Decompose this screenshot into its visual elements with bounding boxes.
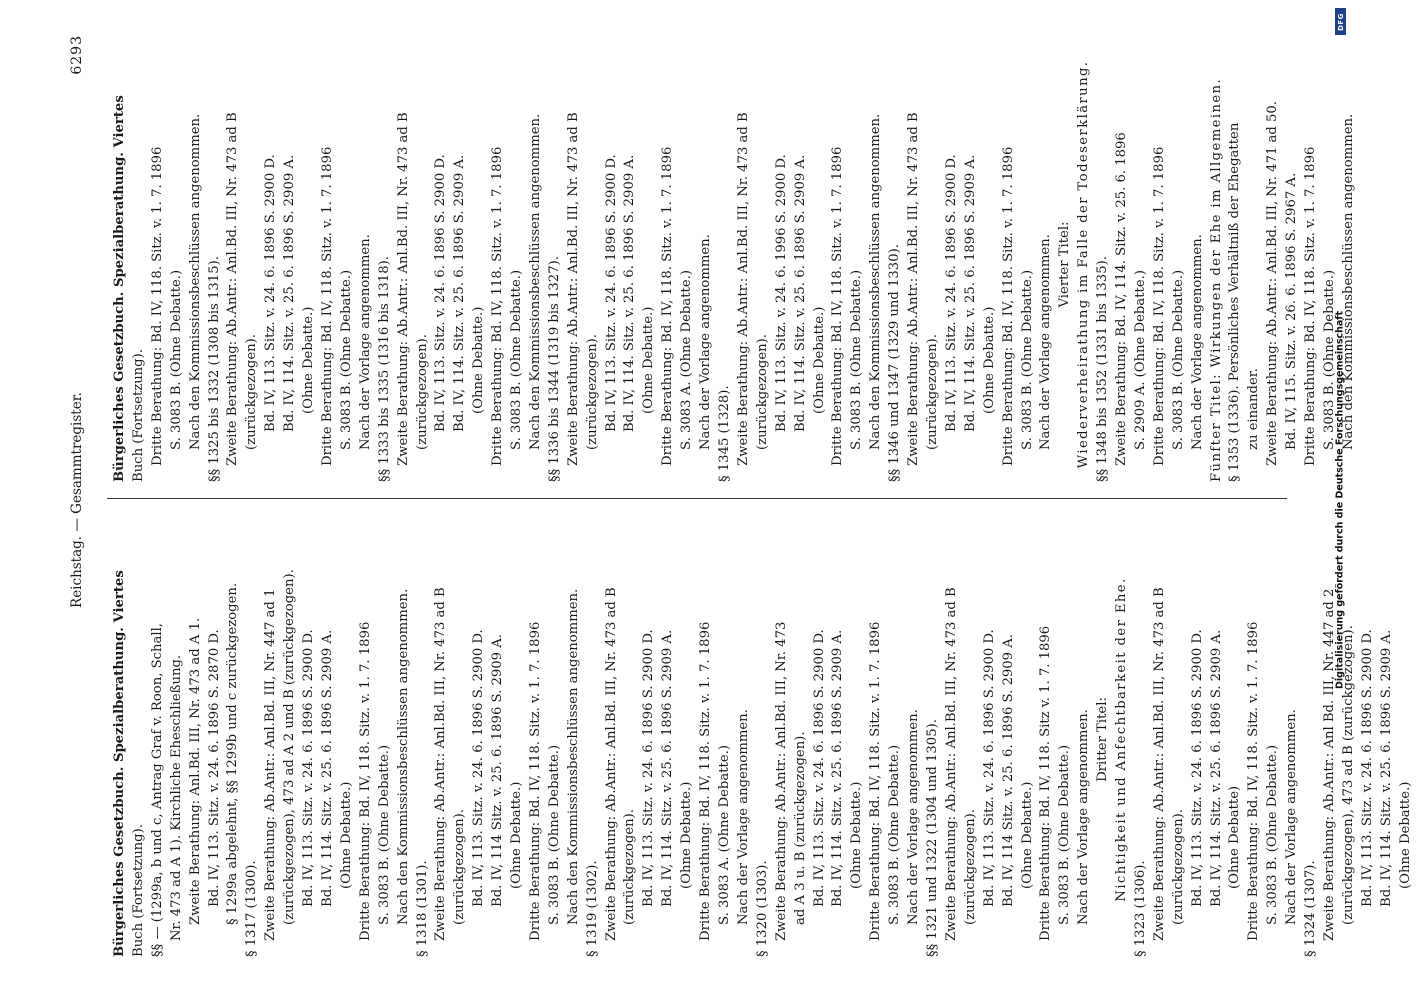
digitization-note: Digitalisierung gefördert durch die Deutsche Forschungsgemeinschaft (1334, 311, 1346, 689)
right-column-line: Dritte Berathung: Bd. IV, 118. Sitz. v. 1. 7. 1896 (1151, 146, 1167, 466)
left-column-line: (zurückgezogen). (452, 809, 468, 925)
right-column-line: Nach den Kommissionsbeschlüssen angenommen. (868, 113, 884, 450)
left-column-line: (zurückgezogen). (1170, 809, 1186, 925)
left-column-line: Bd. IV, 114. Sitz. v. 25. 6. 1896 S. 2909 A. (830, 629, 846, 907)
column-divider (107, 498, 1287, 499)
left-column-line: (zurückgezogen). (962, 809, 978, 925)
left-column-line: Bd. IV, 114 Sitz. v. 25. 6. 1896 S. 2909 A. (1000, 634, 1016, 907)
left-column-line: Bd. IV, 113. Sitz. v. 24. 6. 1896 S. 2900 D. (811, 629, 827, 907)
left-column-line: ad A 3 u. B (zurückgezogen). (792, 731, 808, 925)
left-column-line: Zweite Berathung: Ab.Antr.: Anl.Bd. III, Nr. 473 ad B (603, 587, 619, 941)
left-column-line: S. 3083 B. (Ohne Debatte.) (1057, 744, 1073, 925)
left-column-line: Dritte Berathung: Bd. IV, 118. Sitz. v. 1. 7. 1896 (527, 621, 543, 941)
right-column-line: §§ 1348 bis 1352 (1331 bis 1335). (1095, 256, 1111, 482)
left-column-line: (Ohne Debatte.) (338, 781, 354, 889)
left-column-line: Bd. IV, 113. Sitz. v. 24. 6. 1896 S. 2900 D. (301, 629, 317, 907)
right-column-line: Wiederverheirathung im Falle der Todeserklärung. (1076, 60, 1092, 469)
left-column-line: Zweite Berathung: Ab.Antr.: Anl.Bd. III, Nr. 473 ad B (433, 587, 449, 941)
right-column-line: (zurückgezogen). (414, 334, 430, 450)
left-column-line: Zweite Berathung: Ab.Antr.: Anl.Bd. III, Nr. 473 (773, 621, 789, 941)
left-column-line: (Ohne Debatte.) (1019, 781, 1035, 889)
left-column-line: Zweite Berathung: Ab.Antr.: Anl Bd. III, Nr. 447 ad 2 (1322, 588, 1337, 941)
left-column-line: Nach den Kommissionsbeschlüssen angenommen. (395, 588, 411, 925)
left-column-line: Bd. IV, 114. Sitz. v. 25. 6. 1896 S. 2909 A. (319, 629, 335, 907)
right-column-line: (zurückgezogen). (244, 334, 260, 450)
right-column-line: (Ohne Debatte.) (301, 306, 317, 414)
right-column (111, 47, 1356, 482)
left-column-line: (Ohne Debatte.) (679, 781, 695, 889)
right-column-line: Nach der Vorlage angenommen. (1038, 234, 1054, 450)
right-column-line: Dritte Berathung: Bd. IV, 118. Sitz. v. 1. 7. 1896 (1303, 146, 1319, 466)
right-column-line: § 1353 (1336). Persönliches Verhältniß der Ehegatten (1227, 122, 1243, 482)
left-column-line: S. 3083 B. (Ohne Debatte.) (1265, 744, 1281, 925)
right-column-line: S. 3083 B. (Ohne Debatte.) (1170, 269, 1186, 450)
right-column-line: Nach den Kommissionsbeschlüssen angenommen. (187, 113, 203, 450)
right-column-line: Dritte Berathung: Bd. IV, 118. Sitz. v. 1. 7. 1896 (830, 146, 846, 466)
right-column-line: Bd. IV, 113. Sitz. v. 24. 6. 1896 S. 2900 D. (433, 154, 449, 432)
left-column-line: Buch (Fortsetzung). (130, 824, 146, 957)
right-column-line: Bd. IV, 114. Sitz. v. 25. 6. 1896 S. 2909 A. (282, 154, 298, 432)
right-column-line: S. 3083 B. (Ohne Debatte.) (509, 269, 525, 450)
left-column-line: § 1317 (1300). (244, 860, 260, 957)
left-column-line: Dritte Berathung: Bd. IV, 118. Sitz. v. 1. 7. 1896 (868, 621, 884, 941)
right-column-line: S. 3083 B. (Ohne Debatte.) (1322, 269, 1337, 450)
left-column-line: Dritte Berathung: Bd. IV, 118. Sitz. v. 1. 7. 1896 (698, 621, 714, 941)
right-column-line: §§ 1325 bis 1332 (1308 bis 1315). (206, 256, 222, 482)
right-column-line: Nach der Vorlage angenommen. (698, 234, 714, 450)
left-column-line: Bürgerliches Gesetzbuch. Spezialberathung. Viertes (112, 570, 127, 957)
left-column-line: S. 3083 B. (Ohne Debatte.) (376, 744, 392, 925)
left-column-line: § 1323 (1306). (1132, 860, 1148, 957)
right-column-line: Bd. IV, 113. Sitz. v. 24. 6. 1896 S. 2900 D. (603, 154, 619, 432)
right-column-line: Buch (Fortsetzung). (130, 349, 146, 482)
right-column-line: Bd. IV, 114. Sitz. v. 25. 6. 1896 S. 2909 A. (792, 154, 808, 432)
left-column-line: § 1318 (1301). (414, 860, 430, 957)
left-column-line: Bd. IV, 114. Sitz. v. 25. 6. 1896 S. 2909 A. (1208, 629, 1224, 907)
right-column-line: Dritte Berathung: Bd. IV, 118. Sitz. v. 1. 7. 1896 (149, 146, 165, 466)
left-column-line: (Ohne Debatte.) (509, 781, 525, 889)
left-column-line: S. 3083 B. (Ohne Debatte.) (887, 744, 903, 925)
right-column-line: Zweite Berathung: Ab.Antr.: Anl.Bd. III, Nr. 473 ad B (395, 112, 411, 466)
right-column-line: Bd. IV, 113. Sitz. v. 24. 6. 1896 S. 2900 D. (943, 154, 959, 432)
left-column-line: (Ohne Debatte) (1227, 785, 1243, 889)
left-column-line: Bd. IV, 113. Sitz. v. 24. 6. 1896 S. 2900 D. (641, 629, 657, 907)
right-column-line: zu einander. (1246, 368, 1262, 450)
right-column-line: S. 3083 B. (Ohne Debatte.) (1019, 269, 1035, 450)
left-column-line: Bd. IV, 113. Sitz. v. 24. 6. 1896 S. 2900 D. (1189, 629, 1205, 907)
left-column-line: Zweite Berathung: Ab.Antr.: Anl.Bd. III, Nr. 473 ad B (943, 587, 959, 941)
right-column-line: Nach der Vorlage angenommen. (357, 234, 373, 450)
left-column-line: S. 3083 B. (Ohne Debatte.) (546, 744, 562, 925)
left-column-line: Zweite Berathung: Ab.Antr.: Anl.Bd. III, Nr. 447 ad 1 (263, 588, 279, 941)
right-column-line: Zweite Berathung: Ab.Antr.: Anl.Bd. III, Nr. 471 ad 50. (1265, 100, 1281, 466)
left-column-line: Bd. IV, 113. Sitz. v. 24. 6. 1896 S. 2900 D. (471, 629, 487, 907)
right-column-line: Nach den Kommissionsbeschlüssen angenommen. (1340, 113, 1356, 450)
right-column-line: §§ 1336 bis 1344 (1319 bis 1327). (546, 256, 562, 482)
right-column-line: (zurückgezogen). (924, 334, 940, 450)
right-column-line: Zweite Berathung: Ab.Antr.: Anl.Bd. III, Nr. 473 ad B (906, 112, 922, 466)
right-column-line: S. 3083 B. (Ohne Debatte.) (338, 269, 354, 450)
right-column-line: Dritte Berathung: Bd. IV, 118. Sitz. v. 1. 7. 1896 (660, 146, 676, 466)
left-column-line: Zweite Berathung: Ab.Antr.: Anl.Bd. III, Nr. 473 ad B (1151, 587, 1167, 941)
right-column-line: Zweite Berathung: Ab.Antr.: Anl.Bd. III, Nr. 473 ad B (565, 112, 581, 466)
left-column-line: (zurückgezogen), 473 ad A 2 und B (zurückgezogen). (282, 569, 298, 925)
left-column-line: Nach der Vorlage angenommen. (1076, 709, 1092, 925)
right-column-line: Dritte Berathung: Bd. IV, 118. Sitz. v. 1. 7. 1896 (1000, 146, 1016, 466)
right-column-line: Bd. IV, 114. Sitz. v. 25. 6. 1896 S. 2909 A. (452, 154, 468, 432)
right-column-line: Zweite Berathung: Bd. IV, 114. Sitz. v. 25. 6. 1896 (1114, 132, 1130, 466)
left-column-line: Nach den Kommissionsbeschlüssen angenommen. (565, 588, 581, 925)
right-column-line: Vierter Titel: (1057, 221, 1073, 308)
right-column-line: Bürgerliches Gesetzbuch. Spezialberathung. Viertes (112, 95, 127, 482)
left-column-line: Dritte Berathung: Bd. IV, 118. Sitz. v. 1. 7. 1896 (357, 621, 373, 941)
right-column-line: Zweite Berathung: Ab.Antr.: Anl.Bd. III, Nr. 473 ad B (735, 112, 751, 466)
left-column-line: Nach der Vorlage angenommen. (906, 709, 922, 925)
left-column-line: Bd. IV, 113. Sitz. v. 24. 6. 1896 S. 2870 D. (206, 629, 222, 907)
right-column-line: §§ 1333 bis 1335 (1316 bis 1318). (376, 256, 392, 482)
left-column-line: §§ — (1299a, b und c, Antrag Graf v. Roon, Schall, (149, 623, 165, 957)
right-column-line: Bd. IV, 114. Sitz. v. 25. 6. 1896 S. 2909 A. (622, 154, 638, 432)
running-head (51, 35, 103, 965)
right-column-line: Dritte Berathung: Bd. IV, 118. Sitz. v. 1. 7. 1896 (490, 146, 506, 466)
left-column-line: Nichtigkeit und Anfechtbarkeit der Ehe. (1114, 577, 1130, 902)
left-column-line: Nr. 473 ad A 1). Kirchliche Eheschließung. (168, 654, 184, 941)
right-column-line: (Ohne Debatte.) (641, 306, 657, 414)
left-column-line: S. 3083 A. (Ohne Debatte.) (717, 745, 732, 925)
running-title: Reichstag. — Gesammtregister. (69, 392, 85, 608)
right-column-line: S. 3083 B. (Ohne Debatte.) (168, 269, 184, 450)
right-column-line: §§ 1346 und 1347 (1329 und 1330). (887, 244, 903, 482)
right-column-line: S. 3083 A. (Ohne Debatte.) (679, 270, 695, 450)
dfg-logo-text: DFG (1336, 12, 1345, 31)
right-column-line: Nach der Vorlage angenommen. (1189, 234, 1205, 450)
left-column-line: Bd. IV, 114. Sitz. v. 25. 6. 1896 S. 2909 A. (1378, 629, 1394, 907)
right-column-line: Dritte Berathung: Bd. IV, 118. Sitz. v. 1. 7. 1896 (319, 146, 335, 466)
right-column-line: Zweite Berathung: Ab.Antr.: Anl.Bd. III, Nr. 473 ad B (225, 112, 241, 466)
left-column-line: (zurückgezogen), 473 ad B (zurückgezogen). (1340, 625, 1356, 925)
right-column-line: S. 3083 B. (Ohne Debatte.) (849, 269, 865, 450)
left-column-line: § 1324 (1307). (1303, 860, 1319, 957)
left-column-line: § 1319 (1302). (584, 860, 600, 957)
right-column-line: § 1345 (1328). (717, 385, 732, 482)
left-column-line: §§ 1321 und 1322 (1304 und 1305). (924, 719, 940, 957)
left-column (111, 522, 1413, 957)
left-column-line: Bd. IV, 114 Sitz. v. 25. 6. 1896 S. 2909 A. (490, 634, 506, 907)
page-number: 6293 (69, 35, 85, 75)
left-column-line: (zurückgezogen). (622, 809, 638, 925)
left-column-line: § 1320 (1303). (754, 860, 770, 957)
right-column-line: Bd. IV, 113. Sitz. v. 24. 6. 1896 S. 2900 D. (263, 154, 279, 432)
right-column-line: (zurückgezogen). (584, 334, 600, 450)
left-column-line: Dritte Berathung: Bd. IV, 118. Sitz. v. 1. 7. 1896 (1246, 621, 1262, 941)
left-column-line: Dritte Berathung: Bd. IV, 118. Sitz v. 1. 7. 1896 (1038, 625, 1054, 941)
left-column-line: Nach der Vorlage angenommen. (1284, 709, 1300, 925)
left-column-line: (Ohne Debatte.) (849, 781, 865, 889)
left-column-line: (Ohne Debatte.) (1397, 781, 1413, 889)
left-column-line: Bd. IV, 113. Sitz. v. 24. 6. 1896 S. 2900 D. (1359, 629, 1375, 907)
right-column-line: S. 2909 A. (Ohne Debatte.) (1132, 270, 1148, 450)
left-column-line: § 1299a abgelehnt, §§ 1299b und c zurückgezogen. (225, 582, 241, 925)
left-column-line: Nach der Vorlage angenommen. (735, 709, 751, 925)
right-column-line: Bd. IV, 114. Sitz. v. 25. 6. 1896 S. 2909 A. (962, 154, 978, 432)
left-column-line: Bd. IV, 114. Sitz. v. 25. 6. 1896 S. 2909 A. (660, 629, 676, 907)
right-column-line: (zurückgezogen). (754, 334, 770, 450)
right-column-line: (Ohne Debatte.) (811, 306, 827, 414)
right-column-line: Nach den Kommissionsbeschlüssen angenommen. (527, 113, 543, 450)
right-column-line: Fünfter Titel: Wirkungen der Ehe im Allgemeinen. (1208, 77, 1224, 482)
left-column-line: Dritter Titel: (1095, 697, 1111, 782)
right-column-line: Bd. IV, 113. Sitz. v. 24. 6. 1996 S. 2900 D. (773, 154, 789, 432)
dfg-logo (1335, 8, 1346, 35)
right-column-line: (Ohne Debatte.) (981, 306, 997, 414)
left-column-line: Zweite Berathung: Anl.Bd. III, Nr. 473 ad A 1. (187, 617, 203, 925)
right-column-line: (Ohne Debatte.) (471, 306, 487, 414)
right-column-line: Bd. IV, 115. Sitz. v. 26. 6. 1896 S. 2967 A. (1284, 172, 1300, 450)
left-column-line: Bd. IV, 113. Sitz. v. 24. 6. 1896 S. 2900 D. (981, 629, 997, 907)
